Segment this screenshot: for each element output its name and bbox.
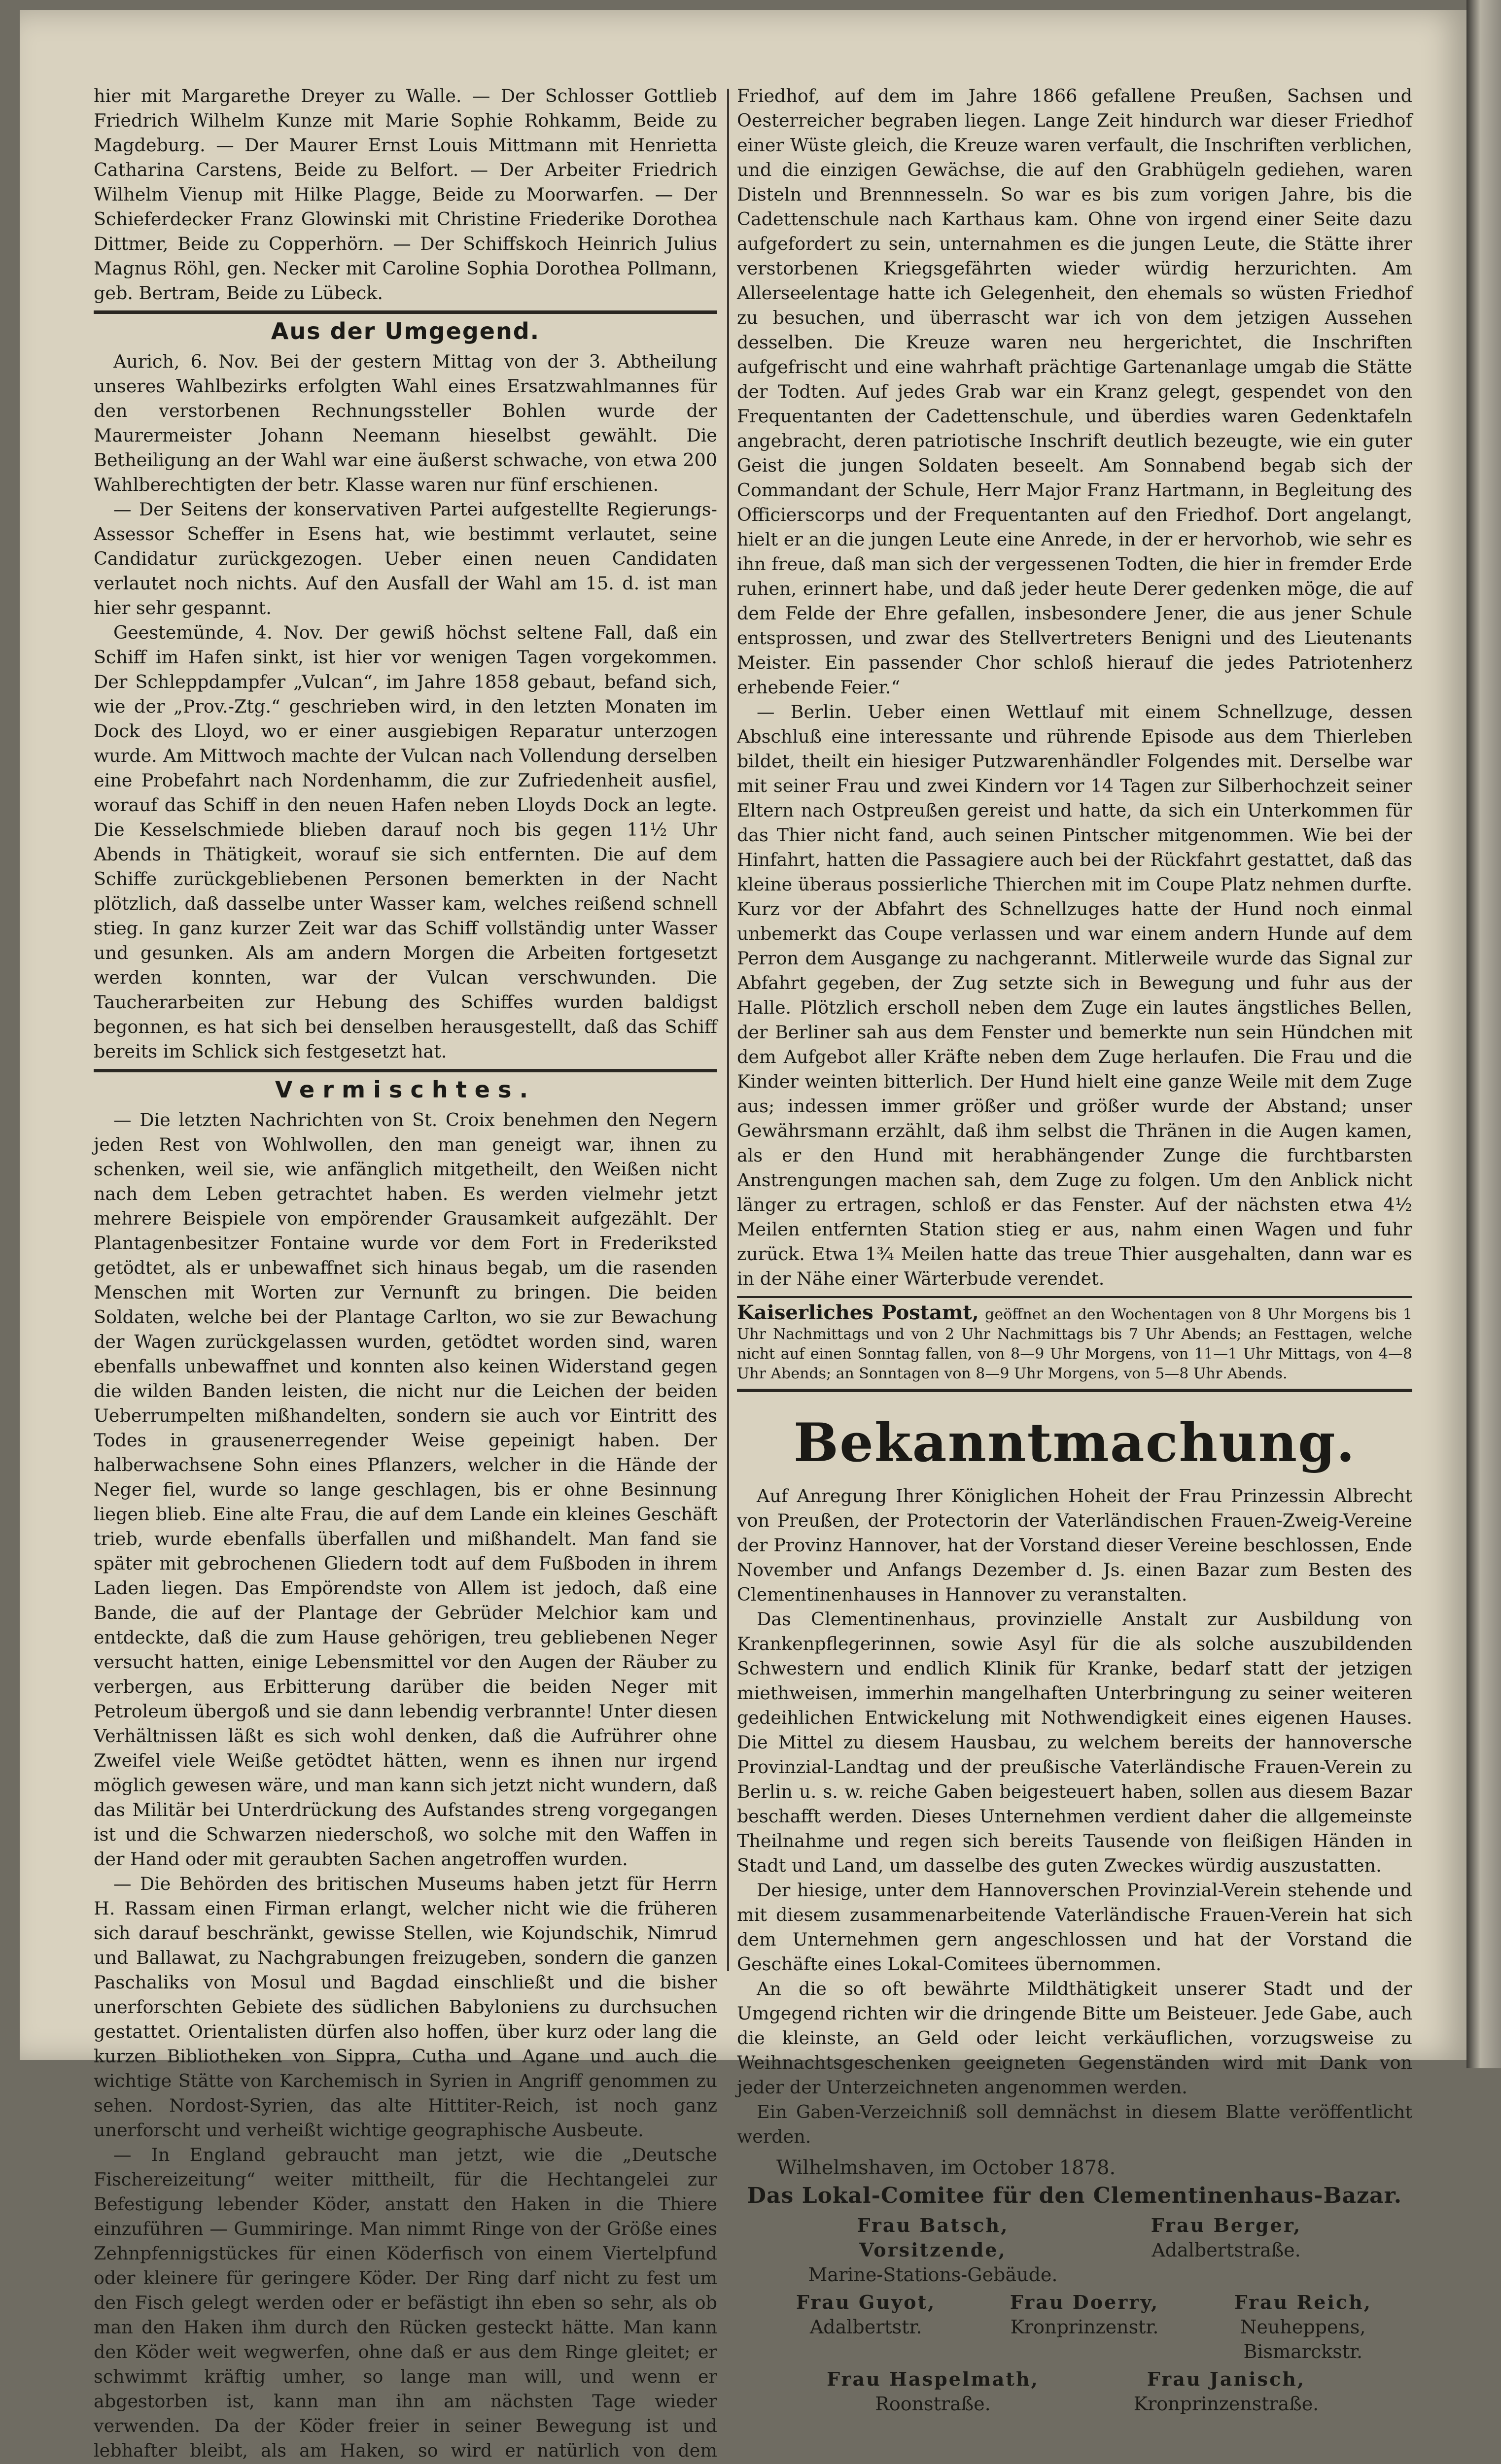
section-title-umgegend: Aus der Umgegend.	[271, 318, 540, 344]
signer	[786, 2367, 1080, 2416]
article-british-museum: — Die Behörden des britischen Museums haben jetzt für Herrn H. Rassam einen Firman erlangt, welcher nicht wie die früheren sich darauf beschränkt, gewisse Stellen, wie Kojundschik, Nimrud und Ballawat, zu Nachgrabungen freizugeben, sondern die ganzen Paschaliks von Mosul und Bagdad einschließt und die bisher unerforschten Gebiete des südlichen Babyloniens zu durchsuchen gestattet. Orientalisten dürfen also hoffen, über kurz oder lang die kurzen Bibliotheken von Sippra, Cutha und Agane und auch die wichtige Stätte von Karchemisch in Syrien in Angriff genommen zu sehen. Nordost-Syrien, das alte Hittiter-Reich, ist noch ganz unerforscht und verheißt wichtige geographische Ausbeute.	[94, 1873, 717, 2141]
announcement-date: Wilhelmshaven, im October 1878.	[776, 2156, 1116, 2179]
signer	[786, 2213, 1080, 2287]
page-edge-shadow	[1466, 0, 1501, 2068]
announcement-paragraph-2: Das Clementinenhaus, provinzielle Anstalt zur Ausbildung von Krankenpflegerinnen, sowie Asyl für die als solche auszubildenden Schwestern und endlich Klinik für Kranke, bedarf statt der jetzigen miethweisen, immerhin mangelhaften Unterbringung zu seiner weiteren gedeihlichen Entwickelung mit Nothwendigkeit eines eigenen Hauses. Die Mittel zu diesem Hausbau, zu welchem bereits der hannoversche Provinzial-Landtag und der preußische Vaterländische Frauen-Verein zu Berlin u. s. w. reiche Gaben beigesteuert haben, sollen aus diesem Bazar beschafft werden. Dieses Unternehmen verdient daher die allgemeinste Theilnahme und regen sich bereits Tausende von fleißigen Händen in Stadt und Land, um dasselbe des guten Zweckes würdig auszustatten.	[737, 1608, 1412, 1876]
article-berlin: — Berlin. Ueber einen Wettlauf mit einem Schnellzuge, dessen Abschluß eine interessante und rührende Episode aus dem Thierleben bildet, theilt ein hiesiger Putzwarenhändler Folgendes mit. Derselbe war mit seiner Frau und zwei Kindern vor 14 Tagen zur Silberhochzeit seiner Eltern nach Ostpreußen gereist und hatte, da sich ein Unterkommen für das Thier nicht fand, auch seinen Pintscher mitgenommen. Wie bei der Hinfahrt, hatten die Passagiere auch bei der Rückfahrt gestattet, daß das kleine überaus possierliche Thierchen mit im Coupe Platz nehmen durfte. Kurz vor der Abfahrt des Schnellzuges hatte der Hund noch einmal unbemerkt das Coupe verlassen und war einem andern Hunde auf dem Perron dem Ausgange zu nachgerannt. Mitlerweile wurde das Signal zur Abfahrt gegeben, der Zug setzte sich in Bewegung und fuhr aus der Halle. Plötzlich erscholl neben dem Zuge ein lautes ängstliches Bellen, der Berliner sah aus dem Fenster und bemerkte nun sein Hündchen mit dem Aufgebot aller Kräfte neben dem Zuge herlaufen. Die Frau und die Kinder weinten bitterlich. Der Hund hielt eine ganze Weile mit dem Zuge aus; indessen immer größer und größer wurde der Abstand; unser Gewährsmann erzählt, daß ihm selbst die Thränen in die Augen kamen, als er den Hund mit herabhängender Zunge die furchtbarsten Anstrengungen machen sah, dem Zuge zu folgen. Um den Anblick nicht länger zu ertragen, schloß er das Fenster. Auf der nächsten etwa 4½ Meilen entfernten Station stieg er aus, nahm einen Wagen und fuhr zurück. Etwa 1¾ Meilen hatte das treue Thier ausgehalten, dann war es in der Nähe einer Wärterbude verendet.	[737, 701, 1412, 1289]
postamt-label: Kaiserliches Postamt,	[737, 1301, 979, 1324]
signer	[757, 2290, 975, 2364]
signer-name: Frau Haspelmath,	[827, 2368, 1039, 2390]
signer-address: Adalbertstraße.	[1152, 2239, 1301, 2261]
announcement-paragraph-5: Ein Gaben-Verzeichniß soll demnächst in diesem Blatte veröffentlicht werden.	[737, 2101, 1412, 2147]
signer-address: Kronprinzenstr.	[1010, 2316, 1159, 2338]
section-rule	[94, 310, 717, 314]
announcement-paragraph-1: Auf Anregung Ihrer Königlichen Hoheit der Frau Prinzessin Albrecht von Preußen, der Protectorin der Vaterländischen Frauen-Zweig-Vereine der Provinz Hannover, hat der Vorstand dieser Vereine beschlossen, Ende November und Anfangs Dezember d. Js. einen Bazar zum Besten des Clementinenhauses in Hannover zu veranstalten.	[737, 1485, 1412, 1605]
postamt-notice	[737, 1303, 1412, 1384]
signer-name: Frau Guyot,	[796, 2291, 936, 2313]
column-divider	[727, 89, 729, 1971]
article-geestemuende: Geestemünde, 4. Nov. Der gewiß höchst seltene Fall, daß ein Schiff im Hafen sinkt, ist hier vor wenigen Tagen vorgekommen. Der Schleppdampfer „Vulcan“, im Jahre 1858 gebaut, befand sich, wie der „Prov.-Ztg.“ geschrieben wird, in den letzten Monaten im Dock des Lloyd, wo er einer ausgiebigen Reparatur unterzogen wurde. Am Mittwoch machte der Vulcan nach Vollendung derselben eine Probefahrt nach Nordenhamm, die zur Zufriedenheit ausfiel, worauf das Schiff in den neuen Hafen neben Lloyds Dock an legte. Die Kesselschmiede blieben darauf noch bis gegen 11½ Uhr Abends in Thätigkeit, worauf sie sich entfernten. Die auf dem Schiffe zurückgebliebenen Personen bemerkten in der Nacht plötzlich, daß dasselbe unter Wasser kam, welches reißend schnell stieg. In ganz kurzer Zeit war das Schiff vollständig unter Wasser und gesunken. Als am andern Morgen die Arbeiten fortgesetzt werden konnten, war der Vulcan verschwunden. Die Taucherarbeiten zur Hebung des Schiffes wurden baldigst begonnen, es hat sich bei denselben herausgestellt, daß das Schiff bereits im Schlick sich festgesetzt hat.	[94, 622, 717, 1062]
article-friedhof-continued: Friedhof, auf dem im Jahre 1866 gefallene Preußen, Sachsen und Oesterreicher begraben liegen. Lange Zeit hindurch war dieser Friedhof einer Wüste gleich, die Kreuze waren verfault, die Inschriften verblichen, und die einzigen Gewächse, die auf den Grabhügeln gediehen, waren Disteln und Brennnesseln. So war es bis zum vorigen Jahre, bis die Cadettenschule nach Karthaus kam. Ohne von irgend einer Seite dazu aufgefordert zu sein, unternahmen es die jungen Leute, die Stätte ihrer verstorbenen Kriegsgefährten wieder würdig herzurichten. Am Allerseelentage hatte ich Gelegenheit, den ehemals so wüsten Friedhof zu besuchen, und überrascht war ich von dem jetzigen Aussehen desselben. Die Kreuze waren neu hergerichtet, die Inschriften aufgefrischt und eine wahrhaft prächtige Gartenanlage umgab die Stätte der Todten. Auf jedes Grab war ein Kranz gelegt, gespendet von den Frequentanten der Cadettenschule, und überdies waren Gedenktafeln angebracht, deren patriotische Inschrift deutlich bezeugte, wie ein guter Geist die jungen Soldaten beseelt. Am Sonnabend begab sich der Commandant der Schule, Herr Major Franz Hartmann, in Begleitung des Officierscorps und der Frequentanten auf den Friedhof. Dort angelangt, hielt er an die jungen Leute eine Anrede, in der er hervorhob, wie sehr es ihn freue, daß man sich der vergessenen Todten, die hier in fremder Erde ruhen, erinnert habe, und daß jeder heute Derer gedenken möge, die auf dem Felde der Ehre gefallen, insbesondere Jener, die aus jener Schule entsprossen, und zwar des Stellvertreters Benigni und des Lieutenants Meister. Ein passender Chor schloß hierauf die jedes Patriotenherz erhebende Feier.“	[737, 85, 1412, 698]
marriage-notices: hier mit Margarethe Dreyer zu Walle. — Der Schlosser Gottlieb Friedrich Wilhelm Kunze mit Marie Sophie Rohkamm, Beide zu Magdeburg. — Der Maurer Ernst Louis Mittmann mit Henrietta Catharina Carstens, Beide zu Belfort. — Der Arbeiter Friedrich Wilhelm Vienup mit Hilke Plagge, Beide zu Moorwarfen. — Der Schieferdecker Franz Glowinski mit Christine Friederike Dorothea Dittmer, Beide zu Copperhörn. — Der Schiffskoch Heinrich Julius Magnus Röhl, gen. Necker mit Caroline Sophia Dorothea Pollmann, geb. Bertram, Beide zu Lübeck.	[94, 85, 717, 304]
left-column	[94, 84, 717, 2464]
signer-name: Frau Batsch, Vorsitzende,	[857, 2214, 1009, 2261]
signer-address: Marine-Stations-Gebäude.	[808, 2264, 1058, 2286]
announcement-paragraph-3: Der hiesige, unter dem Hannoverschen Provinzial-Verein stehende und mit diesem zusammenarbeitende Vaterländische Frauen-Verein hat sich dem Unternehmen gern angeschlossen und hat der Vorstand die Geschäfte eines Lokal-Comitees übernommen.	[737, 1880, 1412, 1975]
section-rule	[737, 1296, 1412, 1298]
article-aurich: Aurich, 6. Nov. Bei der gestern Mittag von der 3. Abtheilung unseres Wahlbezirks erfolgten Wahl eines Ersatzwahlmannes für den verstorbenen Rechnungssteller Bohlen wurde der Maurermeister Johann Neemann hieselbst gewählt. Die Betheiligung an der Wahl war eine äußerst schwache, von etwa 200 Wahlberechtigten der betr. Klasse waren nur fünf erschienen.	[94, 351, 717, 495]
signer-address: Kronprinzenstraße.	[1133, 2393, 1319, 2415]
section-rule	[737, 1389, 1412, 1392]
newspaper-page	[20, 10, 1466, 2461]
announcement-title: Bekanntmachung.	[793, 1412, 1356, 1474]
signer-name: Frau Janisch,	[1147, 2368, 1306, 2390]
signer-address: Neuheppens, Bismarckstr.	[1240, 2316, 1366, 2362]
signer-name: Frau Berger,	[1151, 2214, 1302, 2236]
signers-row-2	[737, 2290, 1412, 2364]
signer	[1194, 2290, 1412, 2364]
signer-address: Roonstraße.	[875, 2393, 991, 2415]
announcement-paragraph-4: An die so oft bewährte Mildthätigkeit unserer Stadt und der Umgegend richten wir die dringende Bitte um Beisteuer. Jede Gabe, auch die kleinste, an Geld oder leicht verkäuflichen, vorzugsweise zu Weihnachtsgeschenken geeigneten Gegenständen wird mit Dank von jeder der Unterzeichneten angenommen werden.	[737, 1978, 1412, 2098]
postamt-hours: geöffnet an den Wochentagen von 8 Uhr Morgens bis 1 Uhr Nachmittags und von 2 Uhr Nachmittags bis 7 Uhr Abends; an Festtagen, welche nicht auf einen Sonntag fallen, von 8—9 Uhr Morgens, von 11—1 Uhr Mittags, von 4—8 Uhr Abends; an Sonntagen von 8—9 Uhr Morgens, von 5—8 Uhr Abends.	[737, 1306, 1413, 1382]
right-column	[737, 84, 1412, 2416]
signer	[975, 2290, 1193, 2364]
section-rule	[94, 1069, 717, 1072]
article-esens: — Der Seitens der konservativen Partei aufgestellte Regierungs-Assessor Scheffer in Esens hat, wie bestimmt verlautet, seine Candidatur zurückgezogen. Ueber einen neuen Candidaten verlautet noch nichts. Auf den Ausfall der Wahl am 15. d. ist man hier sehr gespannt.	[94, 499, 717, 618]
committee-name: Das Lokal-Comitee für den Clementinenhaus-Bazar.	[747, 2183, 1402, 2208]
signer	[1080, 2213, 1373, 2287]
article-fishing: — In England gebraucht man jetzt, wie die „Deutsche Fischereizeitung“ weiter mittheilt, für die Hechtangelei zur Befestigung lebender Köder, anstatt den Haken in die Thiere einzuführen — Gummiringe. Man nimmt Ringe von der Größe eines Zehnpfennigstückes für einen Köderfisch von einem Viertelpfund oder kleinere für geringere Köder. Der Ring darf nicht zu fest um den Fisch gelegt werden oder er befästigt ihn eben so sehr, als ob man den Haken ihm durch den Rücken gesteckt hätte. Man kann den Köder weit wegwerfen, ohne daß er aus dem Ringe gleitet; er schwimmt kräftig umher, so lange man will, und wenn er abgestorben ist, kann man ihn am nächsten Tage wieder verwenden. Da der Köder freier in seiner Bewegung ist und lebhafter bleibt, als am Haken, so wird er natürlich von dem	[94, 2144, 717, 2461]
signers-row-3	[737, 2367, 1412, 2416]
signers-row-1	[737, 2213, 1412, 2287]
section-title-vermischtes: Vermischtes.	[275, 1076, 536, 1103]
signer-address: Adalbertstr.	[809, 2316, 922, 2338]
signer-name: Frau Reich,	[1234, 2291, 1372, 2313]
signer-name: Frau Doerry,	[1010, 2291, 1159, 2313]
signer	[1080, 2367, 1373, 2416]
article-st-croix: — Die letzten Nachrichten von St. Croix benehmen den Negern jeden Rest von Wohlwollen, den man geneigt war, ihnen zu schenken, weil sie, wie anfänglich mitgetheilt, den Weißen nicht nach dem Leben getrachtet haben. Es werden vielmehr jetzt mehrere Beispiele von empörender Grausamkeit aufgezählt. Der Plantagenbesitzer Fontaine wurde vor dem Fort in Frederiksted getödtet, als er unbewaffnet sich hinaus begab, um die rasenden Menschen mit Worten zur Vernunft zu bringen. Die beiden Soldaten, welche bei der Plantage Carlton, wo sie zur Bewachung der Wagen zurückgelassen wurden, getödtet worden sind, waren ebenfalls unbewaffnet und konnten also keinen Widerstand gegen die wilden Banden leisten, die nicht nur die Leichen der beiden Ueberrumpelten mißhandelten, sondern sie auch vor Eintritt des Todes in grausenerregender Weise gepeinigt haben. Der halberwachsene Sohn eines Pflanzers, welcher in die Hände der Neger fiel, wurde so lange geschlagen, bis er ohne Besinnung liegen blieb. Eine alte Frau, die auf dem Lande ein kleines Geschäft trieb, wurde ebenfalls überfallen und mißhandelt. Man fand sie später mit gebrochenen Gliedern todt auf dem Fußboden in ihrem Laden liegen. Das Empörendste von Allem ist jedoch, daß eine Bande, die auf der Plantage der Gebrüder Melchior kam und entdeckte, daß die zum Hause gehörigen, treu gebliebenen Neger versucht hatten, einige Lebensmittel vor den Augen der Räuber zu verbergen, aus Erbitterung darüber die beiden Neger mit Petroleum übergoß und sie dann lebendig verbrannte! Unter diesen Verhältnissen läßt es sich wohl denken, daß die Aufrührer ohne Zweifel viele Weiße getödtet hätten, wenn es ihnen nur irgend möglich gewesen wäre, und man kann sich jetzt nicht wundern, daß das Militär bei Unterdrückung des Aufstandes streng vorgegangen ist und die Schwarzen niederschoß, wo solche mit den Waffen in der Hand oder mit geraubten Sachen angetroffen wurden.	[94, 1109, 717, 1870]
